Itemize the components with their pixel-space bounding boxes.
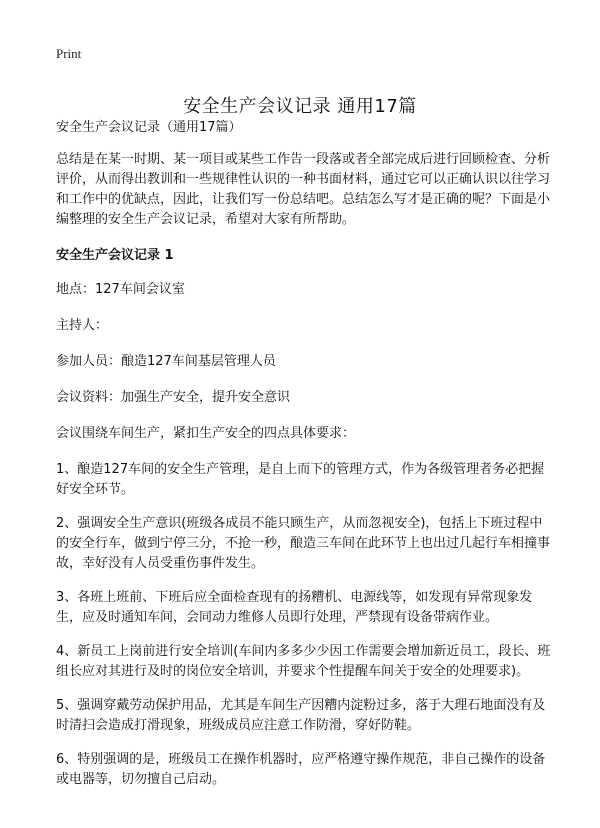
requirement-item: 3、各班上班前、下班后应全面检查现有的扬糟机、电源线等，如发现有异常现象发生，应及时通知车间，会同动力维修人员即行处理，严禁现有设备带病作业。 — [56, 590, 533, 625]
requirement-item: 5、强调穿戴劳动保护用品，尤其是车间生产因糟内淀粉过多，落于大理石地面没有及时清扫会造成打滑现象，班级成员应注意工作防滑，穿好防鞋。 — [56, 698, 546, 733]
requirement-item: 1、酿造127车间的安全生产管理，是自上而下的管理方式，作为各级管理者务必把握好安全环节。 — [56, 462, 545, 497]
document-body — [56, 118, 552, 804]
meeting-lead: 会议围绕车间生产，紧扣生产安全的四点具体要求： — [56, 426, 356, 441]
meeting-location: 地点：127车间会议室 — [56, 282, 185, 297]
section-heading: 安全生产会议记录 1 — [56, 248, 174, 263]
requirement-item: 6、特别强调的是，班级员工在操作机器时，应严格遵守操作规范，非自己操作的设备或电器等，切勿擅自己启动。 — [56, 752, 546, 787]
meeting-participants: 参加人员：酿造127车间基层管理人员 — [56, 354, 276, 369]
meeting-host: 主持人： — [56, 318, 109, 333]
intro-paragraph: 总结是在某一时期、某一项目或某些工作告一段落或者全部完成后进行回顾检查、分析评价，从而得出教训和一些规律性认识的一种书面材料，通过它可以正确认识以往学习和工作中的优缺点，因此，让我们写一份总结吧。总结怎么写才是正确的呢？下面是小编整理的安全生产会议记录，希望对大家有所帮助。 — [56, 152, 551, 227]
requirement-item: 2、强调安全生产意识(班级各成员不能只顾生产，从而忽视安全)，包括上下班过程中的安全行车，做到宁停三分，不抢一秒，酿造三车间在此环节上也出过几起行车相撞事故，幸好没有人员受重伤事件发生。 — [56, 516, 551, 571]
page-title: 安全生产会议记录 通用17篇 — [183, 96, 417, 118]
requirement-item: 4、新员工上岗前进行安全培训(车间内多多少少因工作需要会增加新近员工，段长、班组长应对其进行及时的岗位安全培训，并要求个性提醒车间关于安全的处理要求)。 — [56, 644, 551, 679]
meeting-materials: 会议资料：加强生产安全，提升安全意识 — [56, 390, 291, 405]
document-subtitle: 安全生产会议记录（通用17篇） — [56, 120, 242, 135]
print-link[interactable]: Print — [56, 46, 82, 61]
